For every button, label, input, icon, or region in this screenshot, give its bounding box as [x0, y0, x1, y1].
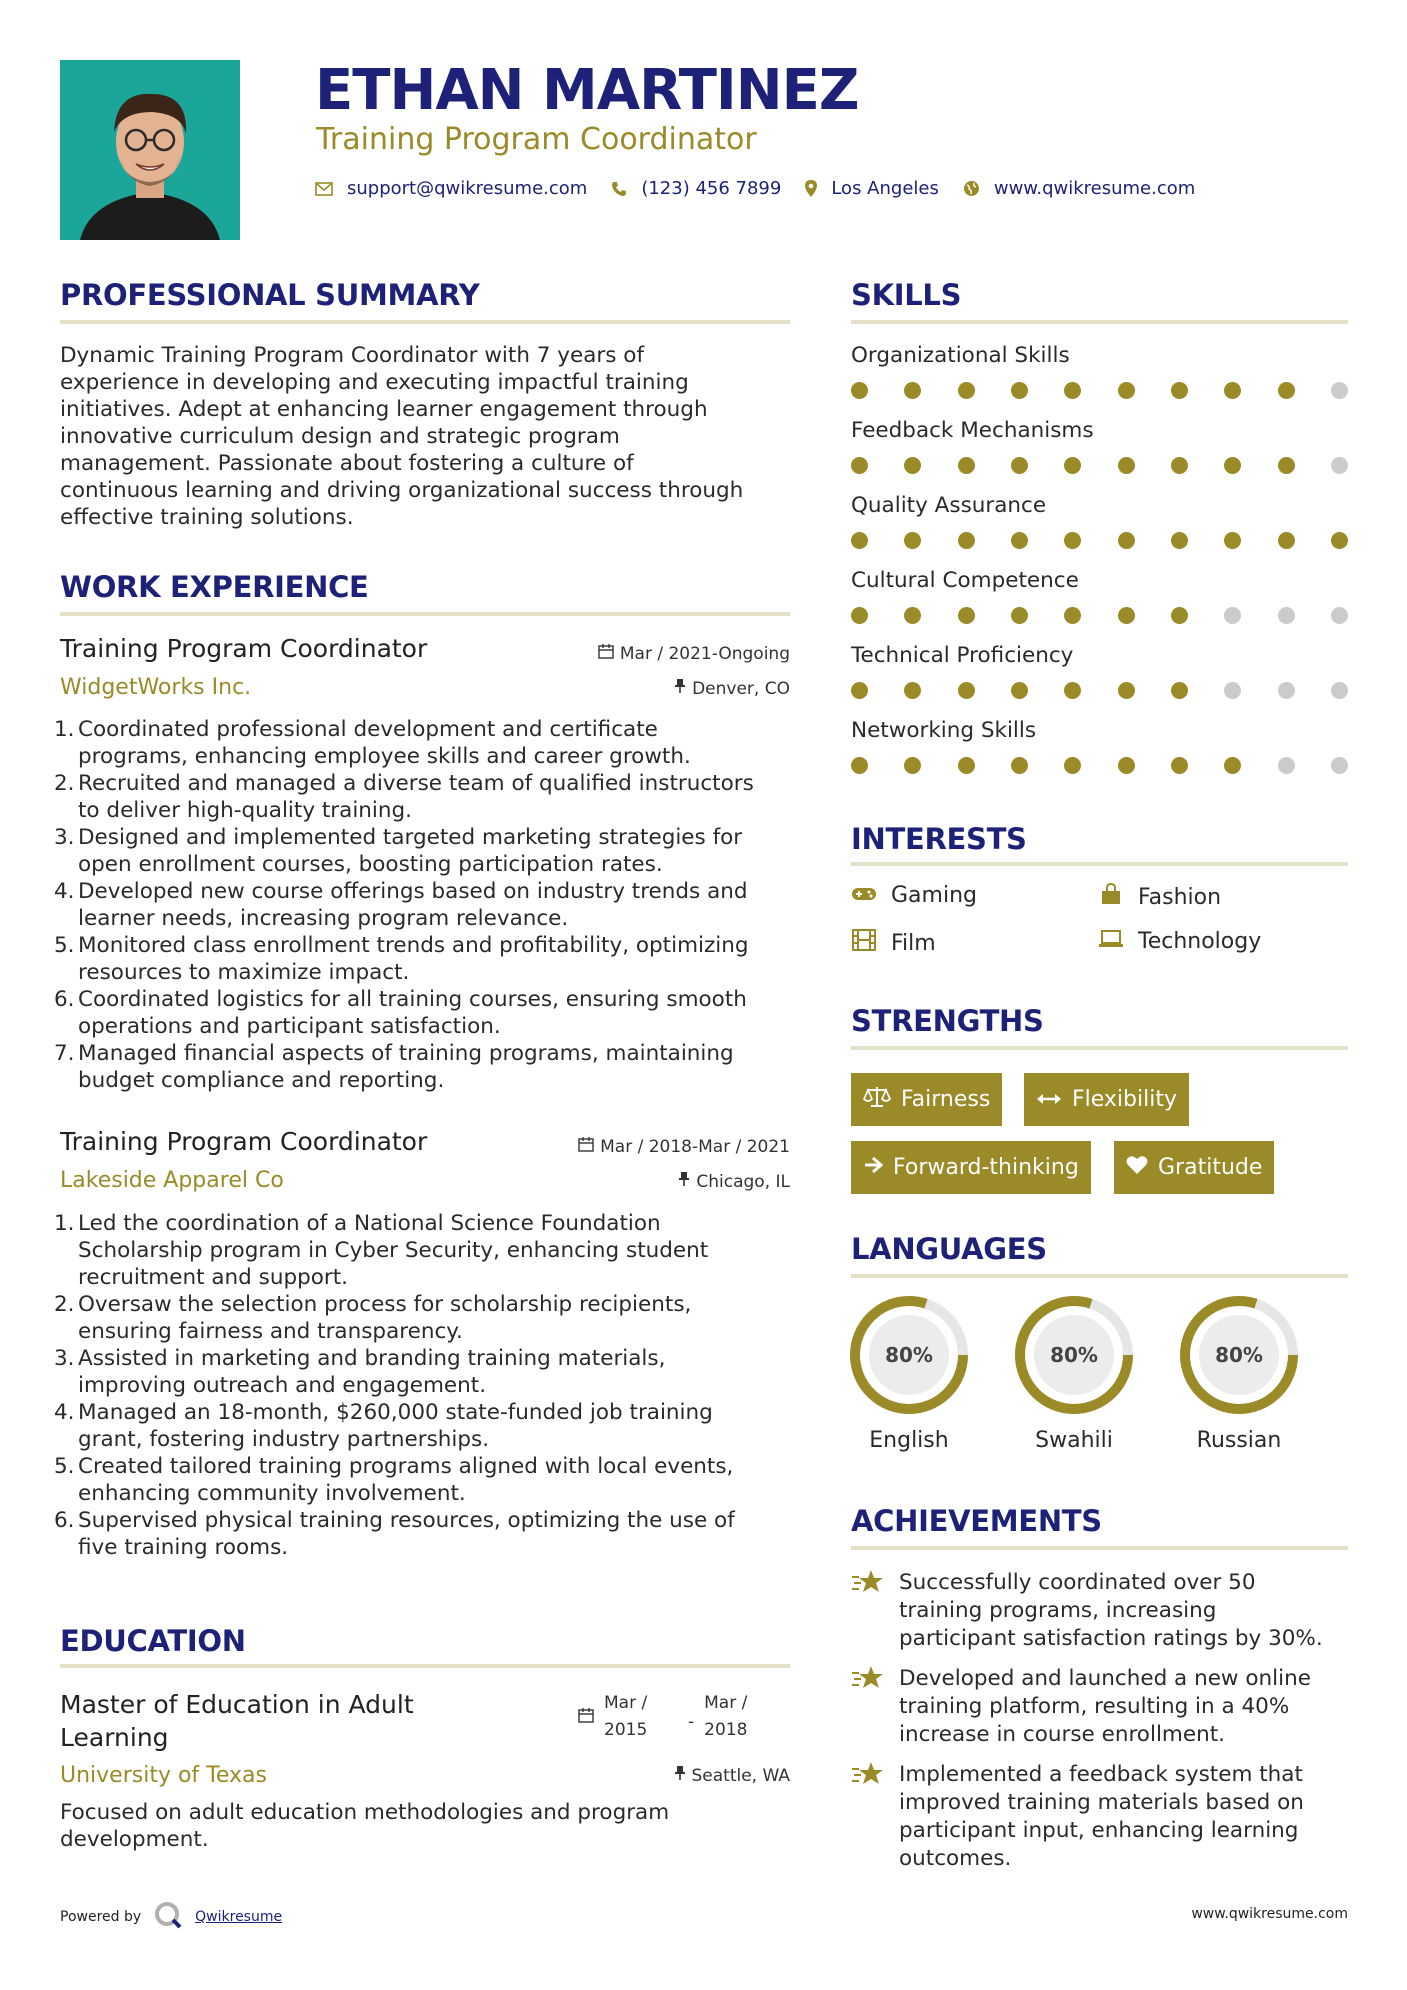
- laptop-icon: [1098, 929, 1124, 954]
- footer-powered: Powered by Qwikresume: [60, 1900, 282, 1934]
- list-item: 6. Coordinated logistics for all training courses, ensuring smooth operations and participant satisfaction.: [54, 987, 747, 1039]
- section-divider: [60, 1664, 790, 1668]
- list-item: 3. Assisted in marketing and branding training materials, improving outreach and engagement.: [54, 1346, 666, 1398]
- rating-dot: [958, 757, 975, 774]
- achievements-heading: ACHIEVEMENTS: [851, 1504, 1102, 1538]
- section-divider: [60, 612, 790, 616]
- rating-dot: [1064, 532, 1081, 549]
- strength-tag: Fairness: [851, 1073, 1002, 1126]
- skill-rating: [851, 757, 1348, 774]
- rating-dot: [1064, 382, 1081, 399]
- arrow-right-icon: [863, 1155, 883, 1180]
- degree-title: Master of Education in Adult Learning: [60, 1690, 414, 1752]
- rating-dot: [1171, 682, 1188, 699]
- language-ring: [1178, 1294, 1300, 1416]
- rating-dot: [1278, 682, 1295, 699]
- rating-dot: [1331, 382, 1348, 399]
- rating-dot: [851, 382, 868, 399]
- contact-website[interactable]: www.qwikresume.com: [993, 178, 1196, 199]
- summary-heading: PROFESSIONAL SUMMARY: [60, 278, 480, 312]
- rating-dot: [1118, 682, 1135, 699]
- rating-dot: [958, 382, 975, 399]
- envelope-icon: [315, 182, 333, 196]
- achievement-item: Successfully coordinated over 50 training programs, increasing participant satisfaction ratings by 30%.: [851, 1569, 1351, 1653]
- rating-dot: [851, 757, 868, 774]
- rating-dot: [904, 607, 921, 624]
- list-item: 3. Designed and implemented targeted marketing strategies for open enrollment courses, boosting participation rates.: [54, 825, 743, 877]
- balance-scale-icon: [863, 1086, 891, 1114]
- star-icon: [851, 1569, 885, 1653]
- pin-icon: [674, 1765, 686, 1786]
- rating-dot: [1118, 757, 1135, 774]
- job-location: Denver, CO: [674, 678, 790, 699]
- phone-icon: [611, 181, 627, 197]
- job-title: Training Program Coordinator: [60, 634, 428, 663]
- rating-dot: [1011, 532, 1028, 549]
- interest-gaming: Gaming: [851, 883, 977, 908]
- strength-tag: Gratitude: [1114, 1141, 1274, 1194]
- footer-site-link[interactable]: www.qwikresume.com: [1191, 1906, 1348, 1922]
- section-divider: [851, 320, 1348, 324]
- language-ring: [848, 1294, 970, 1416]
- rating-dot: [1171, 382, 1188, 399]
- education-description: Focused on adult education methodologies and program development.: [60, 1800, 670, 1852]
- contact-phone[interactable]: (123) 456 7899: [641, 178, 782, 199]
- rating-dot: [1224, 682, 1241, 699]
- skill-item: [851, 343, 1348, 418]
- list-item: 2. Oversaw the selection process for scholarship recipients, ensuring fairness and transparency.: [54, 1292, 692, 1344]
- skill-rating: [851, 607, 1348, 624]
- pin-icon: [678, 1171, 690, 1192]
- shopping-bag-icon: [1098, 883, 1124, 911]
- contact-bar: [315, 178, 1219, 199]
- achievement-item: Implemented a feedback system that improved training materials based on participant input, enhancing learning outcomes.: [851, 1761, 1351, 1873]
- rating-dot: [904, 757, 921, 774]
- language-item: [1013, 1294, 1135, 1453]
- map-marker-icon: [805, 180, 817, 197]
- rating-dot: [958, 607, 975, 624]
- job-responsibilities: [54, 716, 800, 1094]
- footer-brand-link[interactable]: Qwikresume: [195, 1909, 283, 1925]
- rating-dot: [1224, 757, 1241, 774]
- rating-dot: [1011, 757, 1028, 774]
- arrows-horizontal-icon: [1036, 1087, 1062, 1112]
- contact-email[interactable]: support@qwikresume.com: [347, 178, 588, 199]
- qwikresume-logo-icon: [153, 1900, 183, 1934]
- rating-dot: [1064, 757, 1081, 774]
- education-location: Seattle, WA: [674, 1765, 791, 1786]
- list-item: 1. Coordinated professional development and certificate programs, enhancing employee skills and career growth.: [54, 717, 691, 769]
- school-name: University of Texas: [60, 1763, 267, 1788]
- skills-list: [851, 343, 1348, 793]
- list-item: 4. Managed an 18-month, $260,000 state-funded job training grant, fostering industry partnerships.: [54, 1400, 713, 1452]
- heart-icon: [1126, 1155, 1148, 1181]
- skill-label: Feedback Mechanisms: [851, 418, 1094, 443]
- rating-dot: [958, 457, 975, 474]
- skill-rating: [851, 382, 1348, 399]
- list-item: 7. Managed financial aspects of training programs, maintaining budget compliance and reporting.: [54, 1041, 734, 1093]
- language-percent: 80%: [885, 1343, 933, 1367]
- company-name: WidgetWorks Inc.: [60, 675, 252, 700]
- rating-dot: [904, 457, 921, 474]
- candidate-role: Training Program Coordinator: [316, 122, 757, 157]
- list-item: 4. Developed new course offerings based on industry trends and learner needs, increasing program relevance.: [54, 879, 748, 931]
- rating-dot: [1118, 607, 1135, 624]
- skill-label: Organizational Skills: [851, 343, 1070, 368]
- section-divider: [60, 320, 790, 324]
- interests-heading: INTERESTS: [851, 822, 1027, 856]
- education-dates: Mar / 2015 - Mar / 2018: [578, 1690, 747, 1744]
- rating-dot: [1118, 532, 1135, 549]
- film-icon: [851, 929, 877, 957]
- calendar-icon: [578, 1136, 594, 1157]
- rating-dot: [1331, 757, 1348, 774]
- achievements-list: [851, 1569, 1351, 1873]
- skill-rating: [851, 457, 1348, 474]
- interest-film: Film: [851, 929, 936, 957]
- language-label: Russian: [1196, 1428, 1282, 1453]
- skill-item: [851, 418, 1348, 493]
- rating-dot: [1064, 607, 1081, 624]
- rating-dot: [1171, 457, 1188, 474]
- pin-icon: [674, 678, 686, 699]
- language-percent: 80%: [1050, 1343, 1098, 1367]
- job-responsibilities: [54, 1210, 800, 1561]
- rating-dot: [1064, 682, 1081, 699]
- language-percent: 80%: [1215, 1343, 1263, 1367]
- section-divider: [851, 1546, 1348, 1550]
- rating-dot: [1331, 607, 1348, 624]
- rating-dot: [1118, 382, 1135, 399]
- rating-dot: [904, 532, 921, 549]
- rating-dot: [1224, 532, 1241, 549]
- globe-icon: [963, 180, 980, 197]
- calendar-icon: [598, 643, 614, 664]
- skill-item: [851, 643, 1348, 718]
- skill-label: Cultural Competence: [851, 568, 1079, 593]
- rating-dot: [1278, 607, 1295, 624]
- rating-dot: [904, 682, 921, 699]
- list-item: 5. Created tailored training programs aligned with local events, enhancing community involvement.: [54, 1454, 734, 1506]
- rating-dot: [1331, 682, 1348, 699]
- strength-tag: Forward-thinking: [851, 1141, 1091, 1194]
- rating-dot: [1011, 457, 1028, 474]
- rating-dot: [1171, 607, 1188, 624]
- rating-dot: [1331, 532, 1348, 549]
- language-label: English: [869, 1428, 949, 1453]
- candidate-name: ETHAN MARTINEZ: [315, 58, 859, 123]
- job-dates: Mar / 2021-Ongoing: [598, 643, 790, 664]
- interest-technology: Technology: [1098, 929, 1261, 954]
- skill-label: Quality Assurance: [851, 493, 1047, 518]
- company-name: Lakeside Apparel Co: [60, 1168, 284, 1193]
- rating-dot: [1278, 532, 1295, 549]
- skill-label: Technical Proficiency: [851, 643, 1074, 668]
- work-heading: WORK EXPERIENCE: [60, 570, 369, 604]
- rating-dot: [1278, 757, 1295, 774]
- skill-rating: [851, 532, 1348, 549]
- job-dates: Mar / 2018-Mar / 2021: [578, 1136, 790, 1157]
- rating-dot: [851, 607, 868, 624]
- strengths-heading: STRENGTHS: [851, 1004, 1044, 1038]
- rating-dot: [1278, 382, 1295, 399]
- interest-fashion: Fashion: [1098, 883, 1221, 911]
- rating-dot: [1171, 532, 1188, 549]
- strength-tag: Flexibility: [1024, 1073, 1189, 1126]
- job-title: Training Program Coordinator: [60, 1127, 428, 1156]
- rating-dot: [1224, 457, 1241, 474]
- achievement-item: Developed and launched a new online training platform, resulting in a 40% increase in course enrollment.: [851, 1665, 1351, 1749]
- rating-dot: [1011, 607, 1028, 624]
- section-divider: [851, 1046, 1348, 1050]
- rating-dot: [1224, 382, 1241, 399]
- rating-dot: [851, 532, 868, 549]
- rating-dot: [1011, 682, 1028, 699]
- rating-dot: [1278, 457, 1295, 474]
- section-divider: [851, 1274, 1348, 1278]
- list-item: 6. Supervised physical training resources, optimizing the use of five training rooms.: [54, 1508, 735, 1560]
- summary-text: Dynamic Training Program Coordinator with 7 years of experience in developing and executing impactful training initiatives. Adept at enhancing learner engagement through innovative curriculum design and strategic program management. Passionate about fostering a culture of continuous learning and driving organizational success through effective training solutions.: [60, 343, 744, 530]
- language-ring: [1013, 1294, 1135, 1416]
- rating-dot: [1118, 457, 1135, 474]
- language-label: Swahili: [1035, 1428, 1113, 1453]
- contact-location: Los Angeles: [831, 178, 939, 199]
- language-item: [848, 1294, 970, 1453]
- gamepad-icon: [851, 883, 877, 908]
- rating-dot: [958, 532, 975, 549]
- calendar-icon: [578, 1707, 594, 1728]
- job-location: Chicago, IL: [678, 1171, 790, 1192]
- list-item: 2. Recruited and managed a diverse team of qualified instructors to deliver high-quality training.: [54, 771, 754, 823]
- rating-dot: [851, 457, 868, 474]
- rating-dot: [1064, 457, 1081, 474]
- rating-dot: [904, 382, 921, 399]
- education-heading: EDUCATION: [60, 1624, 246, 1658]
- skills-heading: SKILLS: [851, 278, 962, 312]
- rating-dot: [958, 682, 975, 699]
- avatar: [60, 60, 240, 240]
- languages-list: [848, 1294, 1300, 1453]
- list-item: 5. Monitored class enrollment trends and profitability, optimizing resources to maximize impact.: [54, 933, 749, 985]
- section-divider: [851, 862, 1348, 866]
- profile-photo: [60, 60, 240, 240]
- list-item: 1. Led the coordination of a National Science Foundation Scholarship program in Cyber Security, enhancing student recruitment and support.: [54, 1211, 709, 1290]
- rating-dot: [851, 682, 868, 699]
- skill-item: [851, 718, 1348, 793]
- rating-dot: [1331, 457, 1348, 474]
- language-item: [1178, 1294, 1300, 1453]
- skill-rating: [851, 682, 1348, 699]
- skill-item: [851, 493, 1348, 568]
- star-icon: [851, 1761, 885, 1873]
- rating-dot: [1171, 757, 1188, 774]
- rating-dot: [1224, 607, 1241, 624]
- skill-item: [851, 568, 1348, 643]
- star-icon: [851, 1665, 885, 1749]
- skill-label: Networking Skills: [851, 718, 1037, 743]
- languages-heading: LANGUAGES: [851, 1232, 1047, 1266]
- rating-dot: [1011, 382, 1028, 399]
